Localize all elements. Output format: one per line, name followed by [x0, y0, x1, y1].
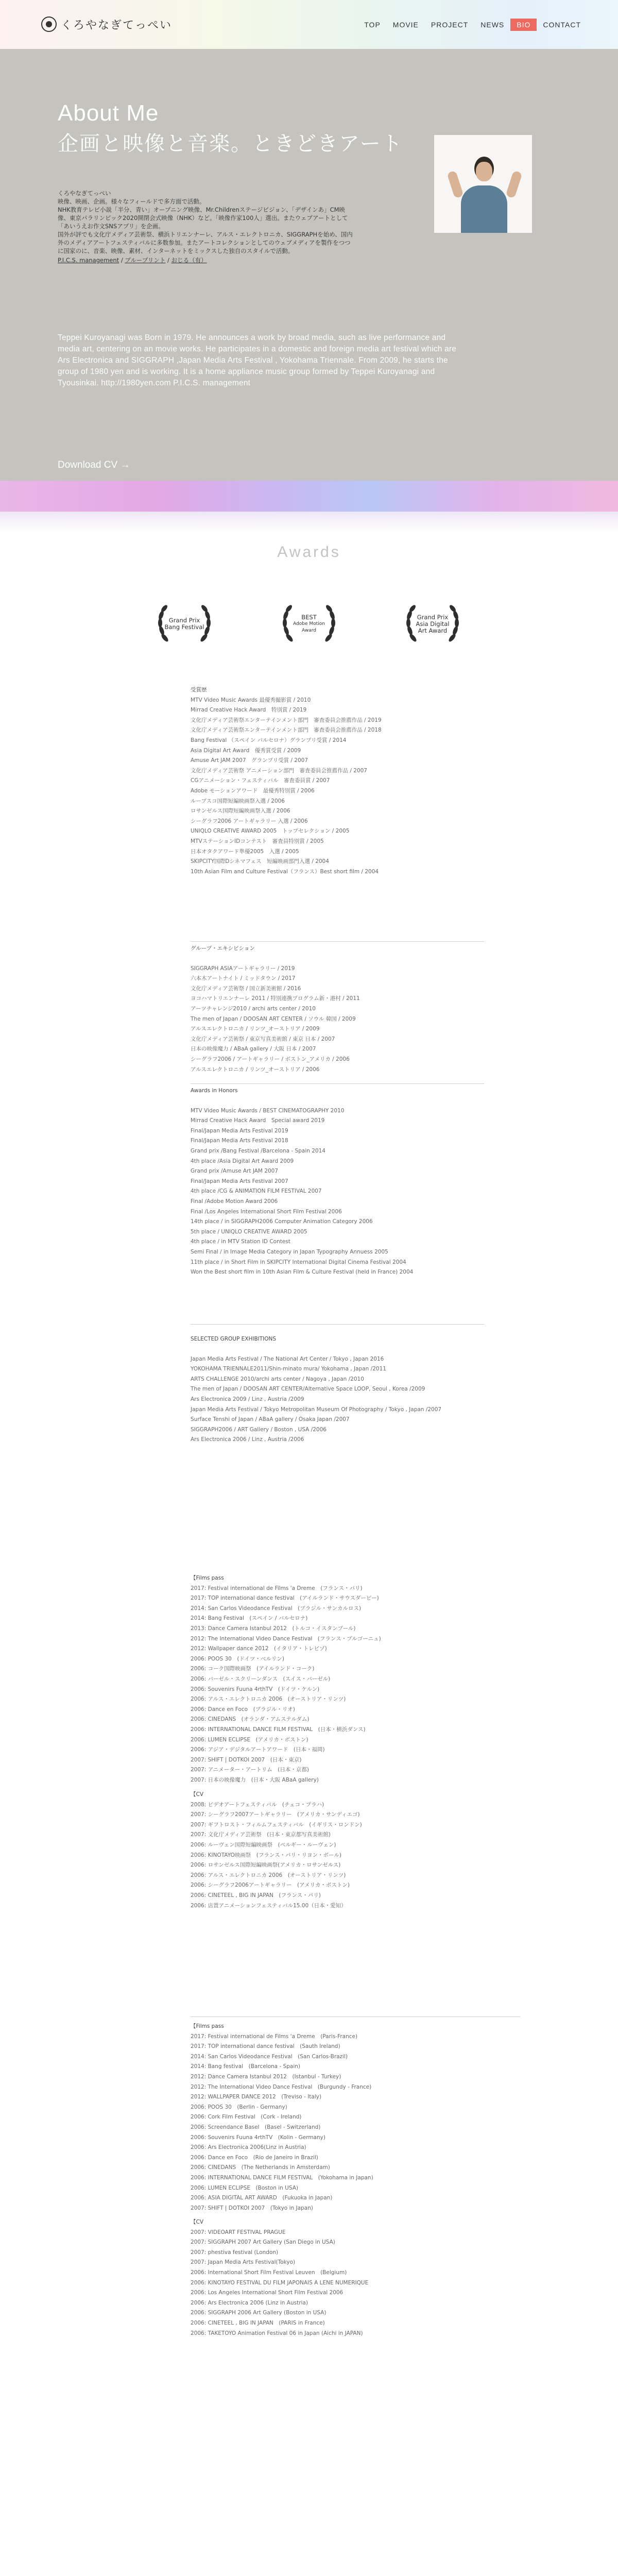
- list-item: Surface Tenshi of Japan / ABaA gallery / Osaka Japan /2007: [191, 1416, 350, 1423]
- list-item: Semi Final / in Image Media Category in Japan Typography Annuess 2005: [191, 1248, 388, 1255]
- list-item: 2006: バーゼル・スクリーンダンス (スイス・バーゼル): [191, 1675, 331, 1682]
- list-item: 六本木アートナイト / ミッドタウン / 2017: [191, 975, 296, 982]
- list-item: CGアニメーション・フェスティバル 審査委員賞 / 2007: [191, 777, 330, 784]
- laurel-line: Grand Prix: [417, 614, 449, 621]
- nav-news[interactable]: NEWS: [480, 21, 505, 29]
- list-item: 2006: POOS 30 (ドイツ・ベルリン): [191, 1655, 284, 1662]
- bio-jp-line: 「あいうえお作文SNSアプリ」を企画。: [58, 223, 164, 230]
- list-item: 2007: SHIFT | DOTKOI 2007 (日本・東京): [191, 1756, 302, 1763]
- list-item: 日本オタクアワード準優2005 入選 / 2005: [191, 848, 299, 855]
- list-item: 2014: San Carlos Videodance Festival (ブラジル・サンカルロス): [191, 1605, 362, 1612]
- list-item: 2012: WALLPAPER DANCE 2012 (Treviso - Italy): [191, 2094, 322, 2100]
- list-item: 文化庁メディア芸術祭エンターテインメント部門 審査委員会推薦作品 / 2019: [191, 717, 382, 723]
- list-item: Mirrad Creative Hack Award Special award 2019: [191, 1117, 325, 1124]
- list-item: 2006: Ars Electronica 2006(Linz in Austria): [191, 2144, 306, 2151]
- list-item: 2006: アジア・デジタルアートアワード (日本・福岡): [191, 1747, 325, 1753]
- list-item: アーツチャレンジ2010 / archi arts center / 2010: [191, 1005, 316, 1012]
- jp-cv-list: [191, 1790, 541, 1911]
- award-laurel-adobe: [278, 598, 340, 649]
- divider: [191, 941, 484, 942]
- list-container: [191, 1584, 541, 1786]
- list-item: SIGGRAPH2006 / ART Gallery / Boston , USA /2006: [191, 1426, 327, 1433]
- link-blueprint[interactable]: ブループリント: [125, 257, 166, 264]
- laurel-text: [402, 614, 464, 634]
- list-item: 11th place / in Short Film in SKIPCITY International Digital Cinema Festival 2004: [191, 1259, 406, 1265]
- list-item: MTV Video Music Awards / BEST CINEMATOGRAPHY 2010: [191, 1107, 345, 1114]
- list-item: 2006: KINOTAYO映画祭 (フランス・パリ・リヨン・ボール): [191, 1852, 341, 1858]
- nav-top[interactable]: TOP: [364, 21, 381, 29]
- list-item: 文化庁メディア芸術祭エンターテインメント部門 審査委員会推薦作品 / 2018: [191, 727, 382, 734]
- list-item: 2006: KINOTAYO FESTIVAL DU FILM JAPONAIS A LENE NUMERIQUE: [191, 2279, 369, 2286]
- list-item: 2014: Bang festival (Barcelona - Spain): [191, 2063, 300, 2070]
- laurel-line: Bang Festival: [164, 623, 204, 631]
- list-item: Final/Japan Media Arts Festival 2018: [191, 1138, 288, 1144]
- bio-jp-line: NHK教育テレビ小説「半分、青い」オープニング映像、Mr.Childrenステージビジョン、「デザインあ」CM映: [58, 206, 346, 213]
- section-heading: 受賞歴: [191, 687, 207, 693]
- list-item: 文化庁メディア芸術祭 アニメーション部門 審査委員会推薦作品 / 2007: [191, 767, 367, 774]
- about-title: About Me: [58, 100, 159, 126]
- list-container: [191, 2032, 541, 2214]
- divider: [191, 1324, 484, 1325]
- awards-title: Awards: [277, 544, 341, 561]
- section-heading: 【Films pass: [191, 1575, 224, 1581]
- en-group-list: [191, 1334, 541, 1445]
- en-cv-list: [191, 2217, 541, 2338]
- list-item: Final/Japan Media Arts Festival 2019: [191, 1127, 288, 1134]
- list-item: Adobe モーションアワード 最優秀特別賞 / 2006: [191, 787, 315, 794]
- list-item: 2012: The International Video Dance Festival (Burgundy - France): [191, 2083, 372, 2090]
- list-item: Amuse Art JAM 2007 グランプリ受賞 / 2007: [191, 757, 308, 764]
- list-item: SKIPCITY国際Dシネマフェス 短編映画部門入選 / 2004: [191, 858, 329, 865]
- list-item: 2006: CINEDANS (The Netherlands in Amsterdam): [191, 2164, 330, 2171]
- list-item: ヨコハマトリエンナーレ 2011 / 特別連携プログラム新・港村 / 2011: [191, 995, 360, 1002]
- laurel-line: Art Award: [418, 627, 448, 634]
- list-item: 2012: The International Video Dance Festival (フランス・ブルゴーニュ): [191, 1635, 381, 1642]
- list-container: [191, 1106, 541, 1278]
- section-heading: Awards in Honors: [191, 1088, 238, 1094]
- list-item: Final/Japan Media Arts Festival 2007: [191, 1178, 288, 1184]
- bio-jp-line: 国外が評でも文化庁メディア芸術祭、横浜トリエンナーレ、アルス・エレクトロニカ、SIGGRAPHを始め、国内: [58, 231, 353, 238]
- list-item: 2006: Souvenirs Fuuna 4rthTV (ドイツ・ケルン): [191, 1686, 320, 1692]
- divider: [191, 2016, 520, 2017]
- list-item: 2006: Los Angeles International Short Film Festival 2006: [191, 2290, 344, 2296]
- list-item: 2017: TOP international dance festival (Sauth Ireland): [191, 2043, 340, 2050]
- list-item: 2007: Japan Media Arts Festival(Tokyo): [191, 2259, 296, 2266]
- list-item: The men of Japan / DOOSAN ART CENTER/Alternative Space LOOP, Seoul , Korea /2009: [191, 1386, 425, 1393]
- list-item: 2007: ギフトロスト・フィルムフェスティバル (イギリス・ロンドン): [191, 1821, 362, 1828]
- list-item: UNIQLO CREATIVE AWARD 2005 トップセレクション / 2005: [191, 828, 350, 835]
- list-item: 2006: Souvenirs Fuuna 4rthTV (Kolin - Germany): [191, 2134, 325, 2141]
- nav-movie[interactable]: MOVIE: [392, 21, 419, 29]
- site-logo[interactable]: [41, 15, 172, 33]
- bio-japanese: [58, 189, 470, 264]
- jp-awards-list: [191, 685, 541, 877]
- list-item: 2007: SHIFT | DOTKOI 2007 (Tokyo in Japan): [191, 2205, 313, 2211]
- award-laurel-asia: [402, 598, 464, 649]
- list-item: Asia Digital Art Award 優秀賞受賞 / 2009: [191, 747, 301, 754]
- list-container: [191, 2228, 541, 2339]
- bio-links: P.I.C.S. management / ブループリント / おじる（有）: [58, 257, 207, 264]
- list-item: 2006: SIGGRAPH 2006 Art Gallery (Boston in USA): [191, 2310, 327, 2316]
- list-item: 4th place / in MTV Station ID Contest: [191, 1239, 290, 1245]
- laurel-text: [153, 617, 215, 631]
- list-item: SIGGRAPH ASIAアートギャラリー / 2019: [191, 965, 295, 972]
- section-heading: グループ・エキシビション: [191, 945, 255, 952]
- list-item: 2006: Ars Electronica 2006 (Linz in Austria): [191, 2299, 308, 2306]
- list-item: Bang Festival （スペイン バルセロナ）グランプリ受賞 / 2014: [191, 737, 347, 743]
- list-item: ロサンゼルス国際短編映画祭入選 / 2006: [191, 808, 290, 815]
- bio-jp-line: くろやなぎてっぺい: [58, 190, 111, 197]
- band-shade: [0, 512, 618, 532]
- list-item: 2006: アルス・エレクトロニカ 2006 (オーストリア・リンツ): [191, 1872, 346, 1878]
- list-item: 2006: CINEDANS (オランダ・アムステルダム): [191, 1716, 310, 1723]
- nav-project[interactable]: PROJECT: [431, 21, 469, 29]
- list-item: Final /Adobe Motion Award 2006: [191, 1198, 278, 1205]
- list-item: Final /Los Angeles International Short Film Festival 2006: [191, 1208, 342, 1215]
- list-item: 2007: 日本の映像魔力 (日本・大阪 ABaA gallery): [191, 1776, 319, 1783]
- bio-jp-line: 映像、映画、企画。様々なフィールドで多方面で活動。: [58, 198, 205, 205]
- list-item: 2007: アニメーター・アートリム (日本・京都): [191, 1767, 309, 1773]
- laurel-line: Asia Digital: [416, 620, 450, 628]
- list-item: アルスエレクトロニカ / リンツ_オーストリア / 2006: [191, 1066, 320, 1073]
- list-item: 2006: ASIA DIGITAL ART AWARD (Fukuoka in Japan): [191, 2195, 333, 2201]
- list-item: ループスコ国際短編映画祭入選 / 2006: [191, 798, 285, 804]
- section-heading: SELECTED GROUP EXHIBITIONS: [191, 1336, 277, 1342]
- list-item: 2007: SIGGRAPH 2007 Art Gallery (San Diego in USA): [191, 2239, 335, 2246]
- list-item: 2006: 店置アニメーションフェスティバル15.00（日本・愛知）: [191, 1902, 347, 1909]
- section-heading: 【CV: [191, 2219, 204, 2225]
- list-item: シーグラフ2006 アートギャラリー 入選 / 2006: [191, 818, 308, 824]
- list-item: 文化庁メディア芸術祭 / 東京写真美術館 / 東京 日本 / 2007: [191, 1036, 335, 1042]
- laurel-line: Grand Prix: [168, 617, 200, 624]
- list-item: ARTS CHALLENGE 2010/archi arts center / Nagoya , Japan /2010: [191, 1376, 364, 1382]
- bio-jp-line: 外のメディアアートフェスティバルに多数参加。またアートコレクションとしてのウェブメディアを製作をつつ: [58, 239, 351, 246]
- list-item: Japan Media Arts Festival / Tokyo Metropolitan Museum Of Photography / Tokyo , Japan /2007: [191, 1406, 442, 1413]
- gradient-band: [0, 481, 618, 512]
- logo-text: くろやなぎてっぺい: [61, 19, 173, 32]
- list-item: 2006: LUMEN ECLIPSE (Boston in USA): [191, 2184, 299, 2191]
- laurel-line: Award: [302, 628, 316, 633]
- list-item: 2013: Dance Camera Istanbul 2012 (トルコ・イスタンブール): [191, 1625, 356, 1632]
- list-item: 2006: コーク国際映画祭 (アイルランド・コーク): [191, 1666, 315, 1672]
- list-item: 2006: ルーヴェン国際短編映画祭 (ベルギー・ルーヴェン): [191, 1841, 336, 1848]
- list-item: 日本の映像魔力 / ABaA gallery / 大阪 日本 / 2007: [191, 1046, 316, 1053]
- bio-jp-line: 像、東京パラリンピック2020開閉会式映像（NHK）など。「映像作家100人」選出。またウェブアートとして: [58, 214, 348, 222]
- list-container: [191, 1800, 541, 1911]
- list-item: 4th place /CG & ANIMATION FILM FESTIVAL 2007: [191, 1188, 322, 1195]
- nav-contact[interactable]: CONTACT: [543, 21, 581, 29]
- list-item: Mirrad Creative Hack Award 特別賞 / 2019: [191, 707, 307, 714]
- list-item: 文化庁メディア芸術祭 / 国立新美術館 / 2016: [191, 985, 301, 992]
- list-item: 2007: 文化庁メディア芸術祭 (日本・東京都写真美術館): [191, 1832, 331, 1838]
- list-item: 2006: International Short Film Festival Leuven (Belgium): [191, 2269, 347, 2276]
- list-item: Ars Electronica 2006 / Linz , Austria /2006: [191, 1436, 304, 1443]
- list-item: 2006: Cork Film Festival (Cork - Ireland): [191, 2114, 302, 2121]
- list-item: シーグラフ2006 / アートギャラリー / ボストン_アメリカ / 2006: [191, 1056, 350, 1062]
- about-subtitle: 企画と映像と音楽。ときどきアート: [58, 132, 403, 156]
- list-item: 2007: シーグラフ2007アートギャラリー (アメリカ・サンディエゴ): [191, 1811, 360, 1818]
- list-item: 2007: VIDEOART FESTIVAL PRAGUE: [191, 2229, 286, 2235]
- bio-english: Teppei Kuroyanagi was Born in 1979. He announces a work by broad media, such as live performance and media art, centering on an movie works. He participates in a domestic and foreign media art festival which are Ars Electronica and SIGGRAPH ,Japan Media Arts Festival , Yokohama Triennale. From 2009, he starts the group of 1980 yen and is working. It is a home appliance music group formed by Teppei Kuroyanagi and Tyousinkai. http://1980yen.com P.I.C.S. management: [58, 333, 457, 387]
- nav-bio[interactable]: BIO: [510, 19, 537, 31]
- list-item: 2012: Dance Camera Istanbul 2012 (Istanbul - Turkey): [191, 2073, 341, 2080]
- list-item: 2012: Wallpaper dance 2012 (イタリア・トレビゾ): [191, 1646, 327, 1652]
- list-item: 2006: LUMEN ECLIPSE (アメリカ・ボストン): [191, 1736, 308, 1743]
- list-item: 2006: Dance en Foco (ブラジル・リオ): [191, 1706, 295, 1713]
- list-item: 2006: INTERNATIONAL DANCE FILM FESTIVAL (Yokohama in Japan): [191, 2174, 373, 2181]
- list-item: Won the Best short film in 10th Asian Film & Culture Festival (held in France) 2004: [191, 1269, 414, 1276]
- laurel-line: BEST: [301, 614, 317, 621]
- list-item: 14th place / in SIGGRAPH2006 Computer Animation Category 2006: [191, 1218, 373, 1225]
- list-item: 10th Asian Film and Culture Festival（フランス）Best short film / 2004: [191, 868, 379, 875]
- list-item: MTVステーションIDコンテスト 審査員特別賞 / 2005: [191, 838, 324, 844]
- link-ojiru[interactable]: おじる（有）: [171, 257, 207, 264]
- jp-group-list: [191, 944, 541, 1075]
- list-item: 2014: Bang Festival (スペイン / バルセロナ): [191, 1615, 308, 1622]
- list-item: 2006: TAKETOYO Animation Festival 06 in Japan (Aichi in JAPAN): [191, 2330, 363, 2336]
- jp-films-list: [191, 1573, 541, 1785]
- list-item: 2006: POOS 30 (Berlin - Germany): [191, 2104, 287, 2110]
- divider: [191, 1083, 484, 1084]
- list-item: 4th place /Asia Digital Art Award 2009: [191, 1158, 294, 1164]
- list-item: YOKOHAMA TRIENNALE2011/Shin-minato mura/ Yokohama , Japan /2011: [191, 1366, 386, 1372]
- list-item: 2017: TOP international dance festival (アイルランド・サウスダービー): [191, 1595, 379, 1602]
- list-item: 2017: Festival international de Films 'a Dreme (Paris-France): [191, 2033, 358, 2040]
- list-item: 2008: ビデオアートフェスティバル (チェコ・プラハ): [191, 1801, 324, 1808]
- list-item: Grand prix /Bang Festival /Barcelona - Spain 2014: [191, 1147, 325, 1154]
- list-container: [191, 1354, 541, 1445]
- list-item: 2014: San Carlos Videodance Festival (San Carlos-Brazil): [191, 2053, 348, 2060]
- list-item: 2006: アルス・エレクトロニカ 2006 (オーストリア・リンツ): [191, 1696, 346, 1703]
- list-item: Ars Electronica 2009 / Linz , Austria /2009: [191, 1396, 304, 1402]
- link-pics-management[interactable]: P.I.C.S. management: [58, 257, 119, 264]
- list-item: The men of Japan / DOOSAN ART CENTER / ソウル 韓国 / 2009: [191, 1015, 356, 1022]
- list-item: Japan Media Arts Festival / The National Art Center / Tokyo , Japan 2016: [191, 1355, 384, 1362]
- section-heading: 【Films pass: [191, 2023, 224, 2029]
- list-item: MTV Video Music Awards 最優秀撮影賞 / 2010: [191, 697, 311, 703]
- laurel-line: Adobe Motion: [293, 621, 325, 626]
- en-films-list: [191, 2022, 541, 2213]
- about-section: [0, 49, 618, 481]
- list-item: 5th place / UNIQLO CREATIVE AWARD 2005: [191, 1228, 307, 1235]
- list-item: 2017: Festival international de Films 'a Dreme (フランス・パリ): [191, 1585, 363, 1591]
- en-awards-list: [191, 1086, 541, 1278]
- list-item: 2006: Screendance Basel (Basel - Switzerland): [191, 2124, 321, 2130]
- site-header: [0, 0, 618, 49]
- award-laurel-bang: [153, 598, 215, 649]
- section-heading: 【CV: [191, 1791, 204, 1798]
- list-item: 2007: phestiva festival (London): [191, 2249, 279, 2256]
- list-item: アルスエレクトロニカ / リンツ_オーストリア / 2009: [191, 1026, 320, 1032]
- list-container: [191, 696, 541, 877]
- laurel-text: [278, 614, 340, 634]
- list-container: [191, 964, 541, 1075]
- list-item: Grand prix /Amuse Art JAM 2007: [191, 1168, 279, 1175]
- list-item: 2006: INTERNATIONAL DANCE FILM FESTIVAL (日本・横浜ダンス): [191, 1726, 366, 1733]
- list-item: 2006: ロサンゼルス国際短編映画祭(アメリカ・ロサンゼルス): [191, 1862, 341, 1869]
- download-cv-link[interactable]: Download CV →: [58, 460, 130, 470]
- list-item: 2006: CINETEEL , BIG IN JAPAN (PARIS in France): [191, 2319, 325, 2326]
- list-item: 2006: Dance en Foco (Rio de Janeiro in Brazil): [191, 2154, 318, 2161]
- list-item: 2006: シーグラフ2006アートギャラリー (アメリカ・ボストン): [191, 1882, 350, 1889]
- logo-mark-icon: [41, 16, 57, 32]
- list-item: 2006: CINETEEL , BIG IN JAPAN (フランス・パリ): [191, 1892, 321, 1899]
- bio-jp-line: に国家のに、音楽、映像、素材、インターネットをミックスした独自のスタイルで活動。: [58, 247, 294, 255]
- main-nav: [358, 19, 587, 31]
